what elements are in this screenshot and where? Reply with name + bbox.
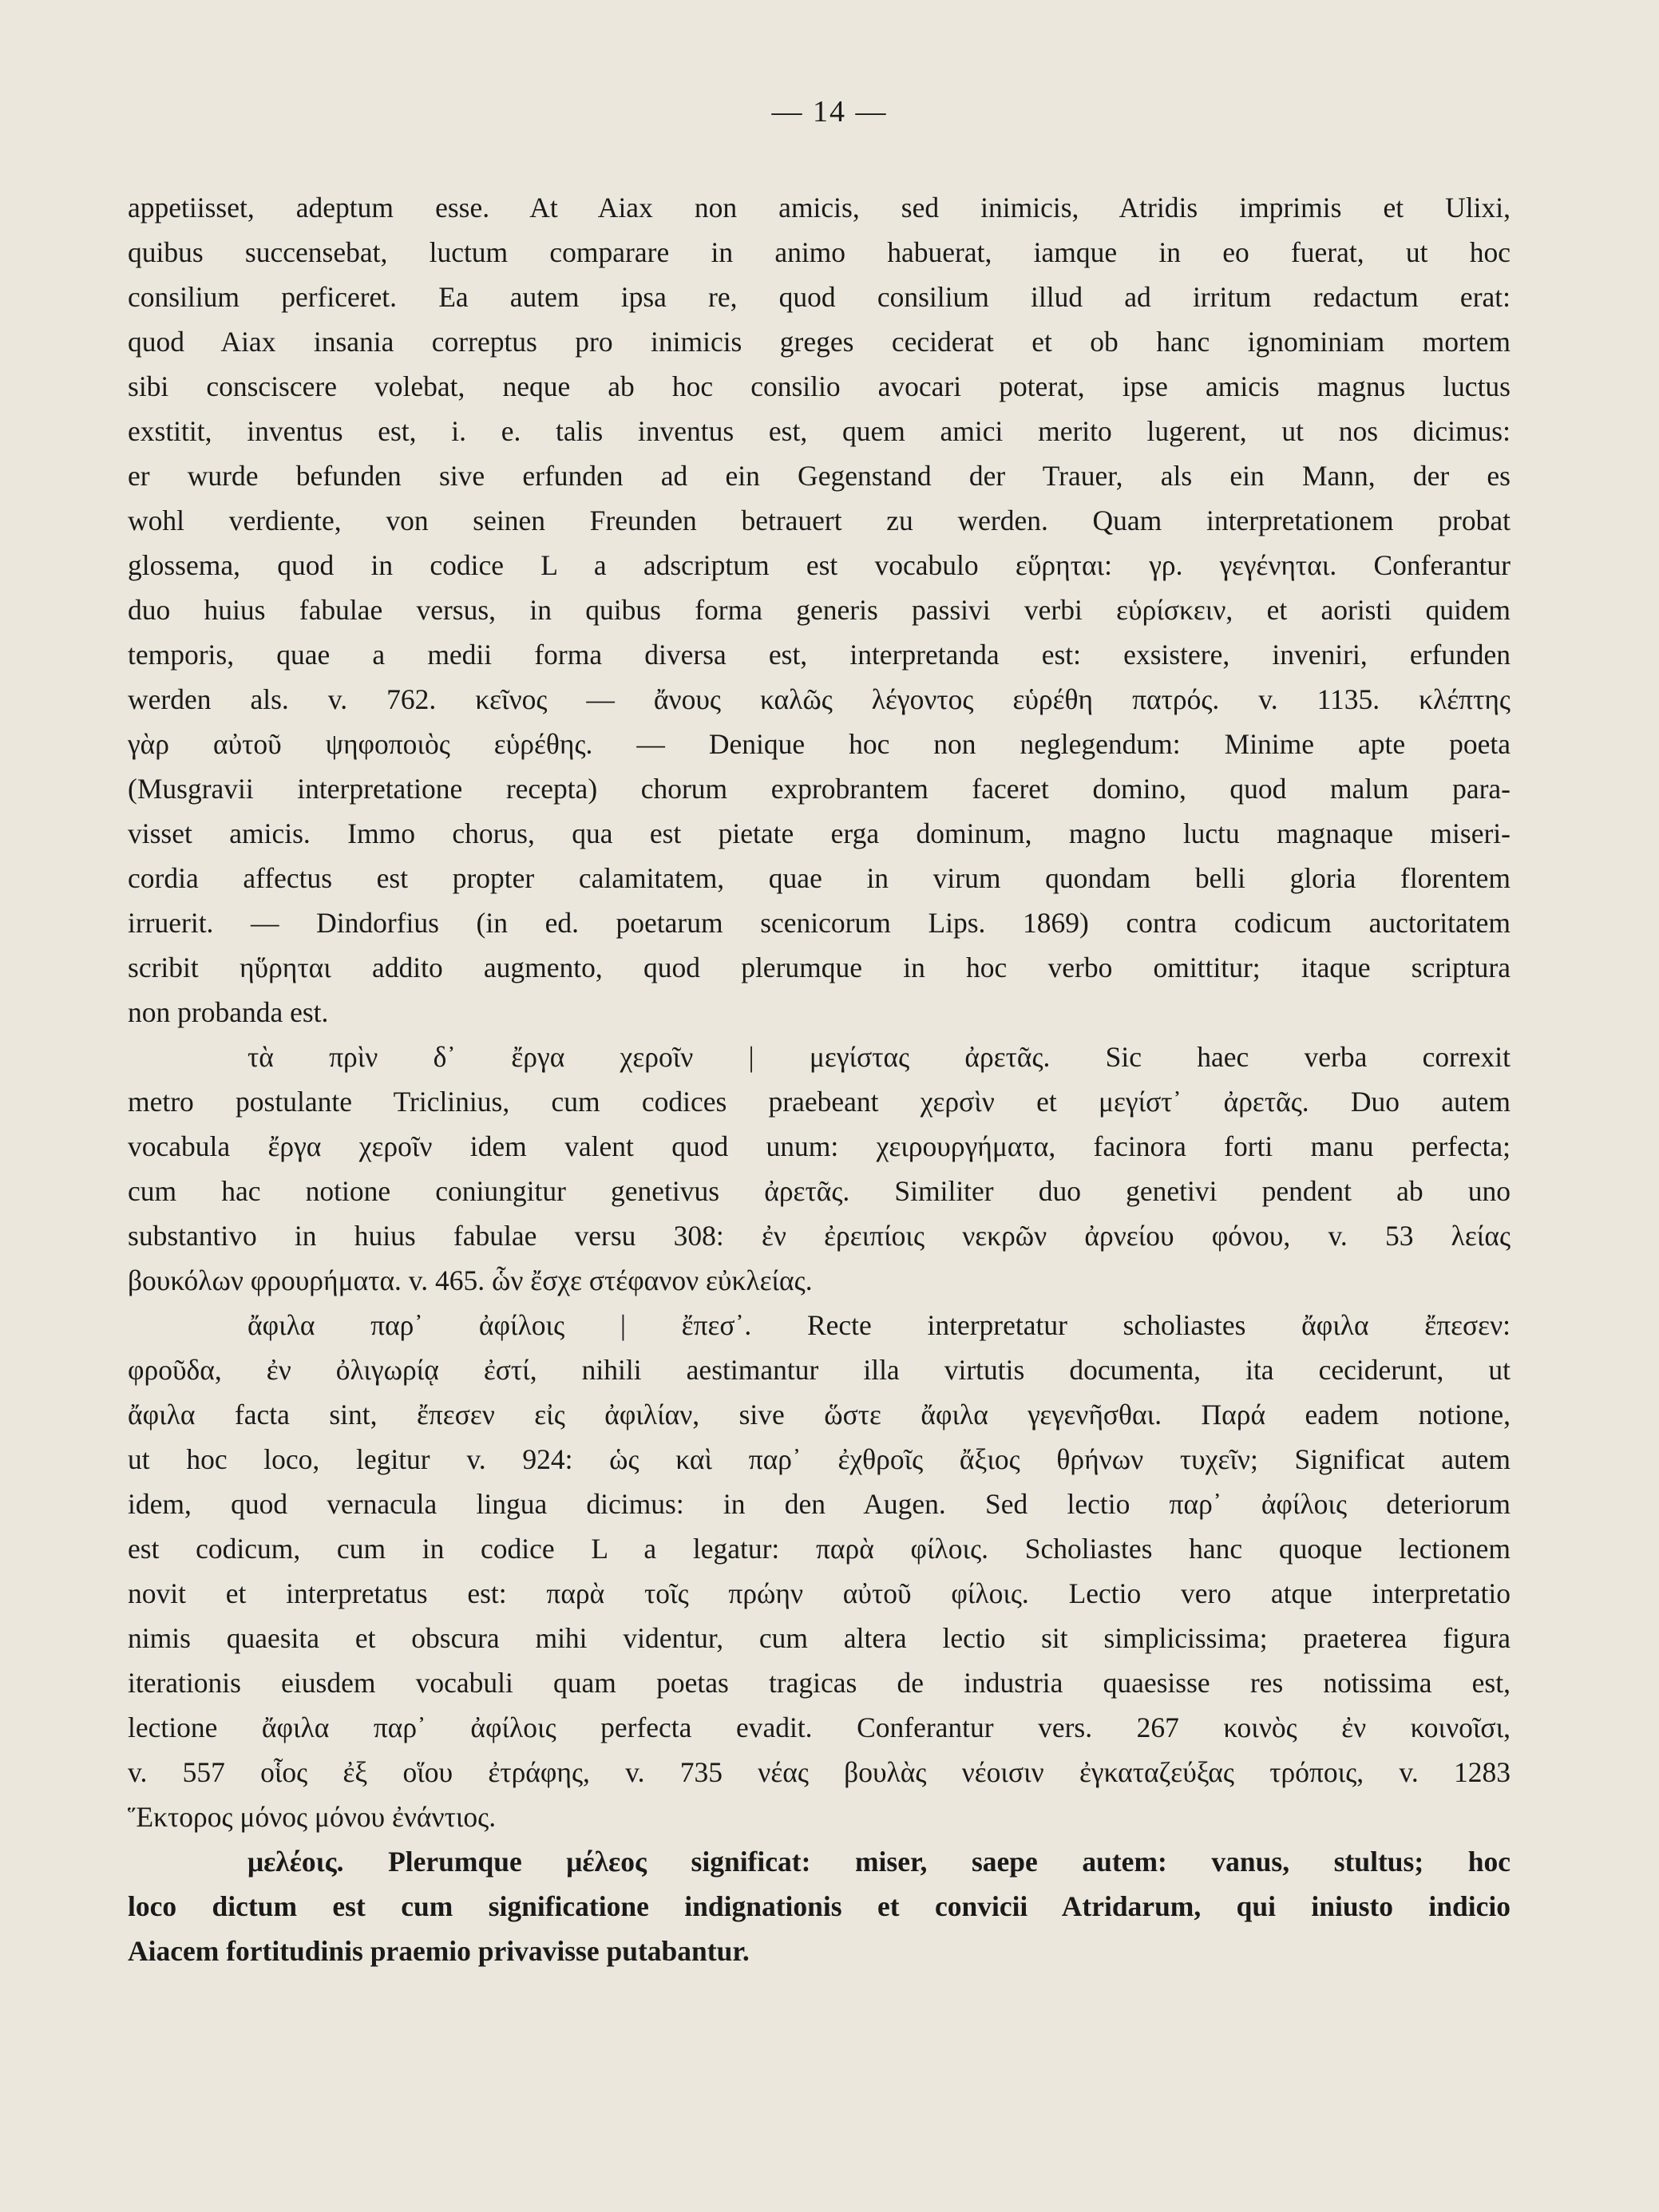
text-line: cum hac notione coniungitur genetivus ἀρετᾶς. Similiter duo genetivi pendent ab uno (128, 1175, 1511, 1207)
text-line: idem, quod vernacula lingua dicimus: in den Augen. Sed lectio παρ᾽ ἀφίλοις deteriorum (128, 1488, 1511, 1520)
text-line: cordia affectus est propter calamitatem, quae in virum quondam belli gloria florentem (128, 862, 1511, 894)
text-line: lectione ἄφιλα παρ᾽ ἀφίλοις perfecta evadit. Conferantur vers. 267 κοινὸς ἐν κοινοῖσι, (128, 1711, 1511, 1743)
text-line: vocabula ἔργα χεροῖν idem valent quod unum: χειρουργήματα, facinora forti manu perfecta; (128, 1130, 1511, 1162)
text-line: ἄφιλα παρ᾽ ἀφίλοις | ἔπεσ᾽. Recte interpretatur scholiastes ἄφιλα ἔπεσεν: (247, 1309, 1511, 1341)
text-line: quod Aiax insania correptus pro inimicis greges ceciderat et ob hanc ignominiam mortem (128, 326, 1511, 358)
text-line: ut hoc loco, legitur v. 924: ὡς καὶ παρ᾽ ἐχθροῖς ἄξιος θρήνων τυχεῖν; Significat autem (128, 1443, 1511, 1475)
text-line: er wurde befunden sive erfunden ad ein Gegenstand der Trauer, als ein Mann, der es (128, 460, 1511, 492)
text-line: werden als. v. 762. κεῖνος — ἄνους καλῶς λέγοντος εὑρέθη πατρός. v. 1135. κλέπτης (128, 683, 1511, 715)
text-line: novit et interpretatus est: παρὰ τοῖς πρώην αὐτοῦ φίλοις. Lectio vero atque interpretatio (128, 1577, 1511, 1609)
text-line: μελέοις. Plerumque μέλεος significat: miser, saepe autem: vanus, stultus; hoc (247, 1846, 1511, 1878)
text-line: quibus succensebat, luctum comparare in animo habuerat, iamque in eo fuerat, ut hoc (128, 236, 1511, 268)
text-line: scribit ηὕρηται addito augmento, quod plerumque in hoc verbo omittitur; itaque scriptura (128, 952, 1511, 983)
text-line: sibi consciscere volebat, neque ab hoc consilio avocari poterat, ipse amicis magnus luctus (128, 370, 1511, 402)
text-line: non probanda est. (128, 996, 329, 1028)
text-line: visset amicis. Immo chorus, qua est pietate erga dominum, magno luctu magnaque miseri- (128, 817, 1511, 849)
page-number: — 14 — (771, 95, 888, 129)
text-line: wohl verdiente, von seinen Freunden betrauert zu werden. Quam interpretationem probat (128, 505, 1511, 536)
text-line: substantivo in huius fabulae versu 308: ἐν ἐρειπίοις νεκρῶν ἀρνείου φόνου, v. 53 λείας (128, 1220, 1511, 1252)
text-line: exstitit, inventus est, i. e. talis inventus est, quem amici merito lugerent, ut nos dicimus: (128, 415, 1511, 447)
text-line: glossema, quod in codice L a adscriptum est vocabulo εὕρηται: γρ. γεγένηται. Conferantur (128, 549, 1511, 581)
text-line: ἄφιλα facta sint, ἔπεσεν εἰς ἀφιλίαν, sive ὥστε ἄφιλα γεγενῆσθαι. Παρά eadem notione, (128, 1399, 1511, 1430)
text-line: irruerit. — Dindorfius (in ed. poetarum scenicorum Lips. 1869) contra codicum auctoritatem (128, 907, 1511, 939)
text-line: (Musgravii interpretatione recepta) chorum exprobrantem faceret domino, quod malum para- (128, 773, 1511, 805)
text-line: Aiacem fortitudinis praemio privavisse putabantur. (128, 1935, 750, 1967)
text-line: nimis quaesita et obscura mihi videntur, cum altera lectio sit simplicissima; praeterea figura (128, 1622, 1511, 1654)
text-line: φροῦδα, ἐν ὀλιγωρίᾳ ἐστί, nihili aestimantur illa virtutis documenta, ita ceciderunt, ut (128, 1354, 1511, 1386)
body-text (128, 185, 1511, 1973)
text-line: duo huius fabulae versus, in quibus forma generis passivi verbi εὑρίσκειν, et aoristi quidem (128, 594, 1511, 626)
text-line: loco dictum est cum significatione indignationis et convicii Atridarum, qui iniusto indicio (128, 1890, 1511, 1922)
text-line: temporis, quae a medii forma diversa est, interpretanda est: exsistere, inveniri, erfunden (128, 639, 1511, 671)
text-line: appetiisset, adeptum esse. At Aiax non amicis, sed inimicis, Atridis imprimis et Ulixi, (128, 192, 1511, 224)
text-line: τὰ πρὶν δ᾽ ἔργα χεροῖν | μεγίστας ἀρετᾶς. Sic haec verba correxit (247, 1041, 1511, 1073)
text-line: Ἕκτορος μόνος μόνου ἐνάντιος. (128, 1801, 497, 1833)
text-line: est codicum, cum in codice L a legatur: παρὰ φίλοις. Scholiastes hanc quoque lectionem (128, 1533, 1511, 1565)
text-line: βουκόλων φρουρήματα. v. 465. ὧν ἔσχε στέφανον εὐκλείας. (128, 1264, 813, 1296)
text-line: γὰρ αὐτοῦ ψηφοποιὸς εὑρέθης. — Denique hoc non neglegendum: Minime apte poeta (128, 728, 1511, 760)
text-line: consilium perficeret. Ea autem ipsa re, quod consilium illud ad irritum redactum erat: (128, 281, 1511, 313)
text-line: iterationis eiusdem vocabuli quam poetas tragicas de industria quaesisse res notissima est, (128, 1667, 1511, 1699)
text-line: metro postulante Triclinius, cum codices praebeant χερσὶν et μεγίστ᾽ ἀρετᾶς. Duo autem (128, 1086, 1511, 1118)
text-line: v. 557 οἷος ἐξ οἵου ἐτράφης, v. 735 νέας βουλὰς νέοισιν ἐγκαταζεύξας τρόποις, v. 1283 (128, 1756, 1511, 1788)
